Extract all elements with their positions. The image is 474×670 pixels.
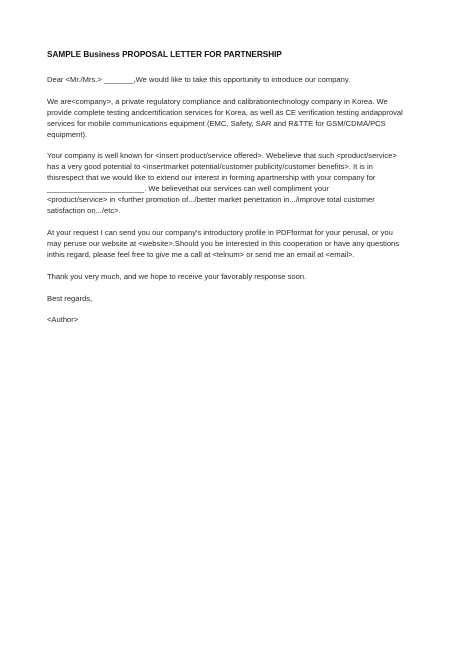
salutation-paragraph xyxy=(47,75,429,86)
text-line: _______________________. We believethat our services can well compliment your xyxy=(47,184,329,194)
text-line: may peruse our website at <website>.Should you be interested in this cooperation or have any questions xyxy=(47,238,400,248)
text-line: inthis regard, please feel free to give me a call at <telnum> or send me an email at <email>. xyxy=(47,249,355,259)
partnership-paragraph xyxy=(47,151,429,216)
letter-title: SAMPLE Business PROPOSAL LETTER FOR PARTNERSHIP xyxy=(47,50,282,59)
text-line: We are<company>, a private regulatory compliance and calibrationtechnology company in Korea. We xyxy=(47,96,388,106)
letter-body xyxy=(47,50,429,326)
text-line: <product/service> in <further promotion of.../better market penetration in.../improve total customer xyxy=(47,195,375,205)
text-line: At your request I can send you our company's introductory profile in PDFformat for your perusal, or you xyxy=(47,227,393,237)
text-line: Your company is well known for <insert product/service offered>. Webelieve that such <product/service> xyxy=(47,151,397,161)
text-line: has a very good potential to <insertmarket potential/customer publicity/customer benefits>. It is in xyxy=(47,162,373,172)
text-line: Thank you very much, and we hope to receive your favorably response soon. xyxy=(47,271,307,281)
contact-paragraph xyxy=(47,228,429,261)
author-signature: <Author> xyxy=(47,315,79,325)
thanks-paragraph xyxy=(47,272,429,283)
text-line: services for mobile communications equipment (EMC, Safety, SAR and R&TTE for GSM/CDMA/PCS xyxy=(47,118,386,128)
text-line: satisfaction on.../etc>. xyxy=(47,205,121,215)
text-line: equipment). xyxy=(47,129,88,139)
text-line: Dear <Mr./Mrs.> _______,We would like to take this opportunity to introduce our company. xyxy=(47,74,351,84)
company-intro-paragraph xyxy=(47,97,429,141)
text-line: thisrespect that we would like to extend our interest in forming apartnership with your company for xyxy=(47,173,376,183)
text-line: provide complete testing andcertification services for Korea, as well as CE verification testing andapproval xyxy=(47,107,403,117)
closing-line: Best regards, xyxy=(47,293,93,303)
